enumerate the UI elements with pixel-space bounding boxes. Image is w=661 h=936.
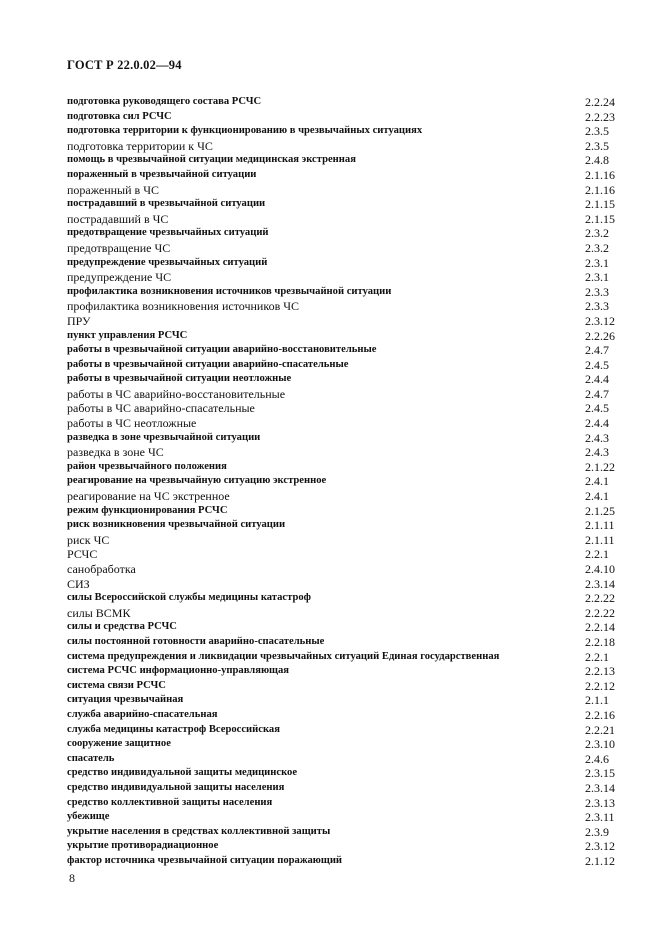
index-entry — [67, 401, 619, 416]
index-section-number: 2.1.16 — [585, 182, 615, 197]
index-section-number: 2.4.3 — [585, 430, 609, 445]
index-term: риск ЧС — [67, 532, 110, 547]
index-term: ситуация чрезвычайная — [67, 694, 184, 706]
index-section-number: 2.4.7 — [585, 343, 609, 358]
index-term: реагирование на ЧС экстренное — [67, 489, 230, 504]
index-entry — [67, 650, 619, 665]
index-entry — [67, 285, 619, 300]
index-entries-list — [67, 95, 619, 868]
index-entry — [67, 533, 619, 548]
index-section-number: 2.4.6 — [585, 751, 609, 766]
index-entry — [67, 226, 619, 241]
index-section-number: 2.2.12 — [585, 678, 615, 693]
index-term: работы в ЧС аварийно-восстановительные — [67, 386, 286, 401]
index-term: укрытие противорадиационное — [67, 840, 219, 852]
index-term: служба аварийно-спасательная — [67, 708, 218, 720]
index-term: работы в чрезвычайной ситуации аварийно-восстановительные — [67, 344, 377, 356]
index-entry — [67, 153, 619, 168]
page-number: 8 — [69, 871, 75, 885]
index-term: работы в ЧС аварийно-спасательные — [67, 401, 255, 416]
index-entry — [67, 825, 619, 840]
index-section-number: 2.3.12 — [585, 313, 615, 328]
index-entry — [67, 606, 619, 621]
index-term: укрытие населения в средствах коллективной защиты — [67, 825, 331, 837]
index-term: СИЗ — [67, 576, 90, 591]
index-entry — [67, 445, 619, 460]
index-section-number: 2.2.14 — [585, 620, 615, 635]
index-section-number: 2.3.14 — [585, 576, 615, 591]
index-term: ПРУ — [67, 313, 91, 328]
index-term: пострадавший в чрезвычайной ситуации — [67, 198, 266, 210]
index-entry — [67, 854, 619, 869]
index-entry — [67, 723, 619, 738]
index-entry — [67, 460, 619, 475]
index-term: система РСЧС информационно-управляющая — [67, 665, 290, 677]
index-entry — [67, 810, 619, 825]
index-entry — [67, 504, 619, 519]
index-term: предупреждение чрезвычайных ситуаций — [67, 256, 268, 268]
index-entry — [67, 781, 619, 796]
index-section-number: 2.3.1 — [585, 255, 609, 270]
index-section-number: 2.3.2 — [585, 240, 609, 255]
index-section-number: 2.3.2 — [585, 226, 609, 241]
index-section-number: 2.4.4 — [585, 372, 609, 387]
index-entry — [67, 693, 619, 708]
index-entry — [67, 95, 619, 110]
index-section-number: 2.2.1 — [585, 649, 609, 664]
index-entry — [67, 737, 619, 752]
index-term: предупреждение ЧС — [67, 270, 172, 285]
index-term: система предупреждения и ликвидации чрезвычайных ситуаций Единая государственная — [67, 650, 500, 662]
index-entry — [67, 796, 619, 811]
index-entry — [67, 489, 619, 504]
index-term: система связи РСЧС — [67, 679, 166, 691]
index-section-number: 2.3.14 — [585, 780, 615, 795]
index-entry — [67, 329, 619, 344]
index-term: силы постоянной готовности аварийно-спасательные — [67, 635, 325, 647]
index-section-number: 2.3.10 — [585, 737, 615, 752]
index-entry — [67, 416, 619, 431]
index-entry — [67, 197, 619, 212]
index-entry — [67, 635, 619, 650]
index-term: помощь в чрезвычайной ситуации медицинская экстренная — [67, 154, 356, 166]
index-term: риск возникновения чрезвычайной ситуации — [67, 519, 286, 531]
index-term: подготовка территории к ЧС — [67, 138, 213, 153]
index-section-number: 2.2.18 — [585, 634, 615, 649]
index-section-number: 2.3.12 — [585, 839, 615, 854]
index-section-number: 2.1.15 — [585, 197, 615, 212]
index-entry — [67, 752, 619, 767]
index-section-number: 2.1.12 — [585, 853, 615, 868]
index-section-number: 2.2.22 — [585, 591, 615, 606]
index-entry — [67, 766, 619, 781]
index-entry — [67, 256, 619, 271]
index-entry — [67, 270, 619, 285]
index-entry — [67, 110, 619, 125]
index-term: подготовка сил РСЧС — [67, 110, 172, 122]
index-term: средство коллективной защиты населения — [67, 796, 273, 808]
index-entry — [67, 387, 619, 402]
index-entry — [67, 139, 619, 154]
index-section-number: 2.2.24 — [585, 95, 615, 109]
index-entry — [67, 620, 619, 635]
index-entry — [67, 299, 619, 314]
index-section-number: 2.3.1 — [585, 270, 609, 285]
index-entry — [67, 212, 619, 227]
index-entry — [67, 358, 619, 373]
index-term: средство индивидуальной защиты медицинское — [67, 767, 298, 779]
index-term: район чрезвычайного положения — [67, 460, 227, 472]
index-entry — [67, 183, 619, 198]
index-section-number: 2.1.16 — [585, 167, 615, 182]
index-term: средство индивидуальной защиты населения — [67, 781, 285, 793]
index-entry — [67, 591, 619, 606]
index-entry — [67, 168, 619, 183]
index-term: пострадавший в ЧС — [67, 211, 169, 226]
index-section-number: 2.3.5 — [585, 138, 609, 153]
index-entry — [67, 547, 619, 562]
index-section-number: 2.1.1 — [585, 693, 609, 708]
index-entry — [67, 577, 619, 592]
index-section-number: 2.3.9 — [585, 824, 609, 839]
index-section-number: 2.1.11 — [585, 518, 615, 533]
index-section-number: 2.3.11 — [585, 810, 615, 825]
index-entry — [67, 839, 619, 854]
index-section-number: 2.4.1 — [585, 474, 609, 489]
index-term: пораженный в чрезвычайной ситуации — [67, 168, 257, 180]
index-section-number: 2.4.1 — [585, 489, 609, 504]
index-section-number: 2.1.11 — [585, 532, 615, 547]
index-entry — [67, 679, 619, 694]
index-section-number: 2.4.5 — [585, 401, 609, 416]
index-term: профилактика возникновения источников чрезвычайной ситуации — [67, 285, 392, 297]
index-term: фактор источника чрезвычайной ситуации поражающий — [67, 854, 343, 866]
index-entry — [67, 664, 619, 679]
index-section-number: 2.1.25 — [585, 503, 615, 518]
document-header: ГОСТ Р 22.0.02—94 — [67, 58, 182, 72]
index-term: убежище — [67, 811, 110, 823]
index-term: реагирование на чрезвычайную ситуацию экстренное — [67, 475, 327, 487]
index-section-number: 2.4.7 — [585, 386, 609, 401]
index-section-number: 2.2.21 — [585, 722, 615, 737]
index-entry — [67, 314, 619, 329]
index-term: работы в чрезвычайной ситуации аварийно-спасательные — [67, 358, 349, 370]
index-term: пораженный в ЧС — [67, 182, 160, 197]
index-section-number: 2.4.5 — [585, 357, 609, 372]
index-entry — [67, 562, 619, 577]
index-term: предотвращение ЧС — [67, 240, 171, 255]
index-entry — [67, 372, 619, 387]
index-section-number: 2.3.5 — [585, 124, 609, 139]
index-section-number: 2.3.13 — [585, 795, 615, 810]
index-section-number: 2.2.26 — [585, 328, 615, 343]
index-entry — [67, 474, 619, 489]
index-section-number: 2.4.10 — [585, 562, 615, 576]
index-section-number: 2.1.22 — [585, 459, 615, 474]
index-entry — [67, 708, 619, 723]
index-term: подготовка территории к функционированию в чрезвычайных ситуациях — [67, 125, 423, 137]
index-term: силы Всероссийской службы медицины катастроф — [67, 592, 311, 604]
index-term: пункт управления РСЧС — [67, 329, 188, 341]
index-section-number: 2.3.3 — [585, 284, 609, 299]
index-term: спасатель — [67, 752, 115, 764]
index-term: работы в чрезвычайной ситуации неотложные — [67, 373, 292, 385]
index-term: работы в ЧС неотложные — [67, 416, 197, 431]
index-entry — [67, 124, 619, 139]
index-entry — [67, 241, 619, 256]
index-term: подготовка руководящего состава РСЧС — [67, 96, 262, 107]
index-section-number: 2.2.13 — [585, 664, 615, 679]
index-term: силы ВСМК — [67, 605, 131, 620]
index-section-number: 2.1.15 — [585, 211, 615, 226]
index-section-number: 2.2.23 — [585, 109, 615, 124]
index-section-number: 2.4.3 — [585, 445, 609, 460]
index-term: служба медицины катастроф Всероссийская — [67, 723, 280, 735]
index-section-number: 2.4.4 — [585, 416, 609, 431]
index-section-number: 2.4.8 — [585, 153, 609, 168]
index-term: режим функционирования РСЧС — [67, 504, 228, 516]
index-term: разведка в зоне чрезвычайной ситуации — [67, 431, 261, 443]
index-section-number: 2.3.15 — [585, 766, 615, 781]
index-section-number: 2.3.3 — [585, 299, 609, 314]
index-entry — [67, 343, 619, 358]
index-section-number: 2.2.22 — [585, 605, 615, 620]
index-term: профилактика возникновения источников ЧС — [67, 299, 300, 314]
index-section-number: 2.2.16 — [585, 707, 615, 722]
index-entry — [67, 518, 619, 533]
index-term: предотвращение чрезвычайных ситуаций — [67, 227, 269, 239]
index-term: силы и средства РСЧС — [67, 621, 177, 633]
index-term: разведка в зоне ЧС — [67, 445, 164, 460]
index-term: сооружение защитное — [67, 738, 171, 750]
index-term: РСЧС — [67, 547, 98, 562]
index-entry — [67, 431, 619, 446]
index-section-number: 2.2.1 — [585, 547, 609, 562]
index-term: санобработка — [67, 562, 136, 576]
